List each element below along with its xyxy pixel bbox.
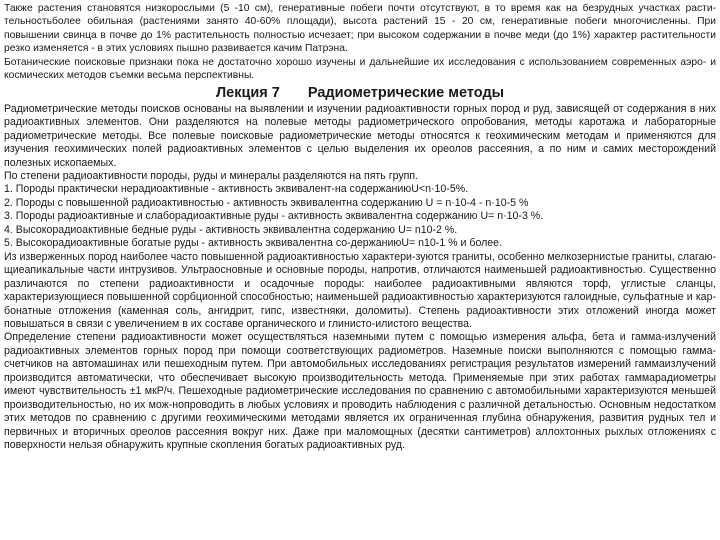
body-paragraph-3: Из изверженных пород наиболее часто повышенной радиоактивностью характери-зуются граниты, особенно мелкозернистые граниты, слагаю-щиеапикальные части интрузивов. Ультраосновные и основные породы, напротив, отличаются наименьшей радиоактивностью. Существенно различаются по степени радиоактивности и осадочные породы: наиболее радиоактивными являются торф, углистые сланцы, характеризующиеся повышенной сорбционной способностью; наименьшей радиоактивностью характеризуются галоидные, сульфатные и кар-бонатные отложения (каменная соль, ангидрит, гипс, известняки, доломиты). Степень радиоактивности этих отложений иногда может повышаться в связи с увеличением в их составе органического и глинисто-илистого вещества. [4,250,716,330]
body-paragraph-1: Радиометрические методы поисков основаны на выявлении и изучении радиоактивности горных пород и руд, зависящей от содержания в них радиоактивных элементов. Они разделяются на полевые методы радиометрического опробования, методы каротажа и лабораторные радиометрические методы. Все полевые поисковые радиометрические методы относятся к геохимическим методам и применяются для изучения геохимических полей радиоактивных элементов с целью выделения их ореолов рассеяния, а по ним и самих месторождений полезных ископаемых. [4,102,716,169]
lecture-title: Радиометрические методы [307,84,505,101]
list-item: 4. Высокорадиоактивные бедные руды - активность эквивалентна содержанию U= n10-2 %. [4,223,458,236]
body-paragraph-2: По степени радиоактивности породы, руды и минералы разделяются на пять групп. [4,169,419,182]
list-item: 5. Высокорадиоактивные богатые руды - активность эквивалентна со-держаниюU= n10-1 % и более. [4,237,503,250]
body-paragraph-4: Определение степени радиоактивности может осуществляться наземными путем с помощью измерения альфа, бета и гамма-излучений радиоактивных элементов горных пород при помощи соответствующих радиометров. Наземные поиски выполняются с помощью гамма-счетчиков на автомашинах или пешеходным путем. При автомобильных исследованиях регистрация результатов измерений гаммаизлучений производится автоматически, что обеспечивает высокую производительность метода. Применяемые при этих работах гаммарадиометры имеют чувствительность ±1 мкР/ч. Пешеходные радиометрические исследования по сравнению с автомобильными характеризуются меньшей производительностью, но их мож-нопроводить в любых условиях и проводить наблюдения с различной детальностью. Основным недостатком этих методов по сравнению с другими геохимическими методами является их ограниченная глубина обнаружения, развития рудных тел и первичных и вторичных ореолов рассеяния вокруг них. Даже при маломощных (десятки сантиметров) аллохтонных рыхлых отложениях с поверхности нельзя обнаружить крупные скопления богатых радиоактивных руд. [4,331,716,452]
lecture-heading [4,84,716,102]
list-item: 2. Породы с повышенной радиоактивностью - активность эквивалентна содержанию U = n·10-4 - n·10-5 % [4,196,529,209]
list-item: 3. Породы радиоактивные и слаборадиоактивные руды - активность эквивалентна содержанию U= n·10-3 %. [4,210,544,223]
radioactivity-groups-list [4,183,716,250]
list-item: 1. Породы практически нерадиоактивные - активность эквивалент-на содержаниюU<n·10-5%. [4,183,469,196]
lecture-number: Лекция 7 [215,84,280,101]
intro-paragraph-1: Также растения становятся низкорослыми (5 -10 см), генеративные побеги почти отсутствуют, в то время как на безрудных участках расти-тельностьболее обильная (растениями занято 40-60% площади), высота растений 15 - 20 см, генеративные побеги многочисленны. При повышении свинца в почве до 1% растительность полностью исчезает; при высоком содержании в почве меди (до 1%) характер растительности резко изменяется - в этих условиях пышно развивается качим Патрэна. [4,3,716,55]
intro-paragraph-2: Ботанические поисковые признаки пока не достаточно хорошо изучены и дальнейшие их исследования с использованием современных аэро- и космических методов съемки весьма перспективны. [4,56,716,82]
